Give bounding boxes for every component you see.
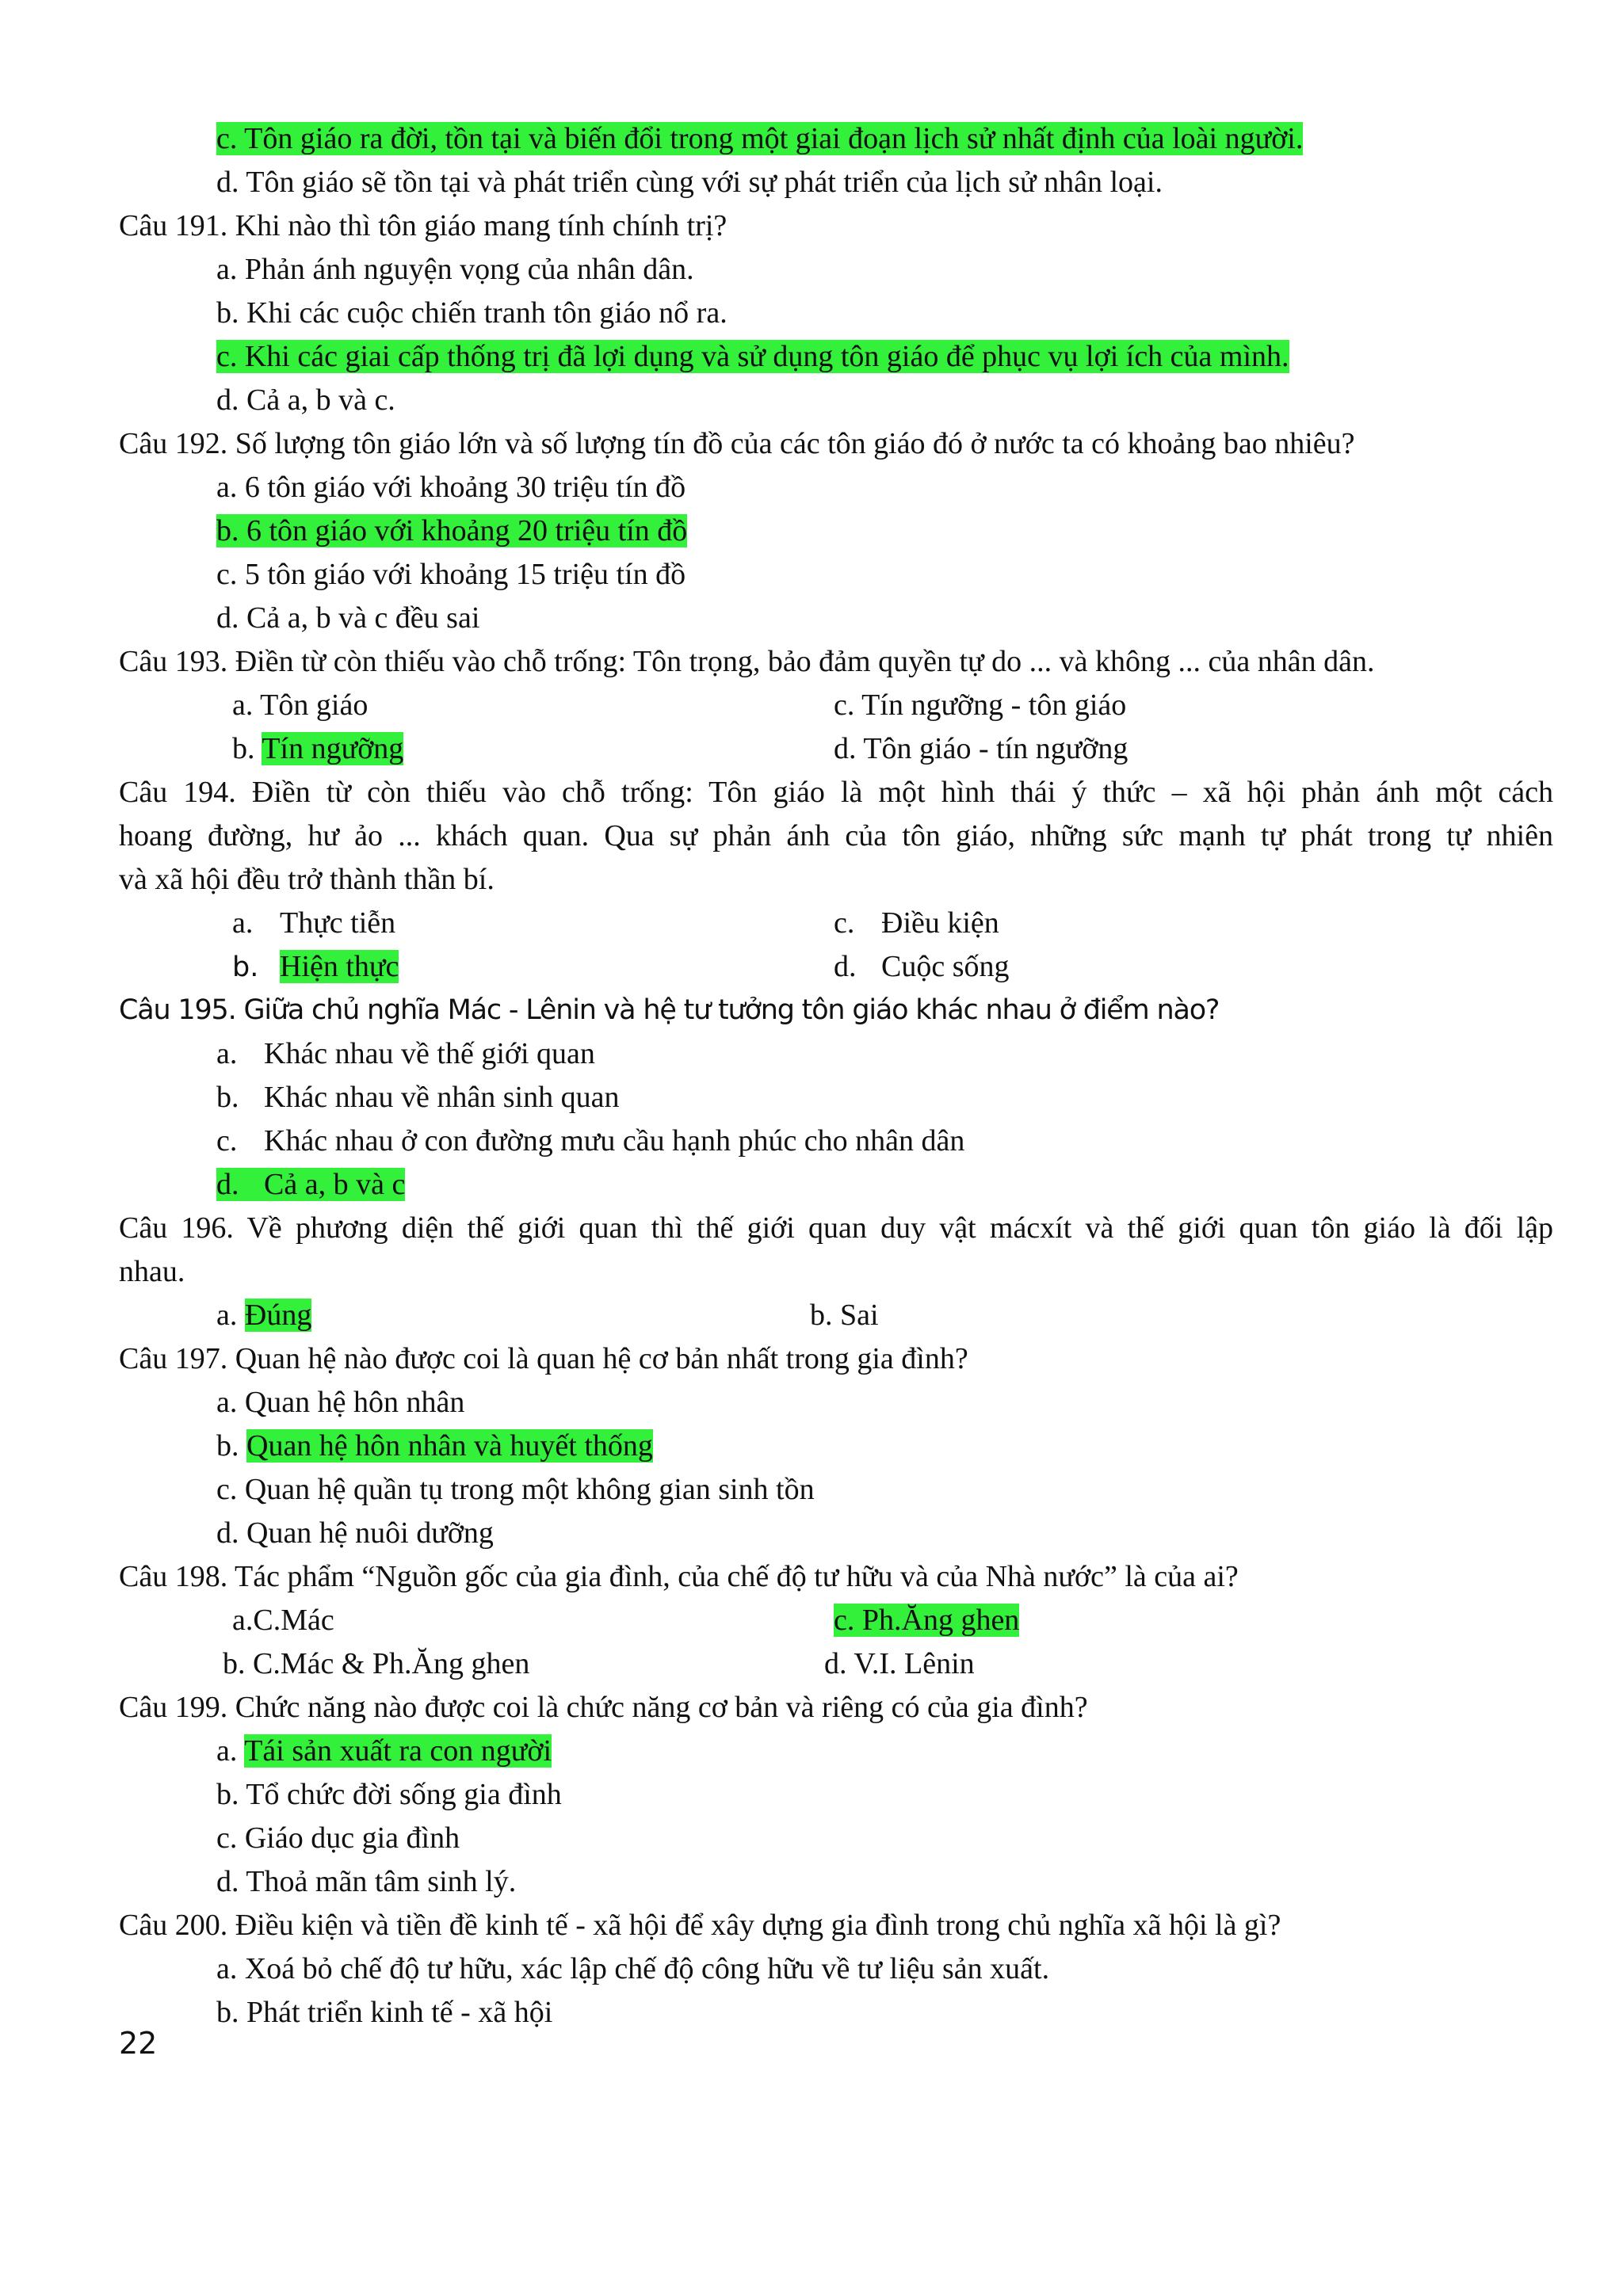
answer-191-a: a. Phản ánh nguyện vọng của nhân dân. xyxy=(216,253,694,286)
answer-198-c xyxy=(834,1601,1019,1639)
answer-198-d: d. V.I. Lênin xyxy=(824,1647,975,1680)
answer-200-a: a. Xoá bỏ chế độ tư hữu, xác lập chế độ công hữu về tư liệu sản xuất. xyxy=(216,1952,1050,1985)
question-197: Câu 197. Quan hệ nào được coi là quan hệ cơ bản nhất trong gia đình? xyxy=(119,1342,968,1375)
answer-197-c: c. Quan hệ quần tụ trong một không gian sinh tồn xyxy=(216,1473,815,1506)
answer-190-c xyxy=(216,120,1303,158)
answer-label: a. xyxy=(216,1037,238,1070)
question-195: Câu 195. Giữa chủ nghĩa Mác - Lênin và hệ tư tưởng tôn giáo khác nhau ở điểm nào? xyxy=(119,994,1220,1026)
answer-highlight: Tín ngưỡng xyxy=(262,732,404,765)
answer-191-c xyxy=(216,338,1289,376)
question-192: Câu 192. Số lượng tôn giáo lớn và số lượng tín đồ của các tôn giáo đó ở nước ta có khoảng bao nhiêu? xyxy=(119,427,1355,460)
question-191: Câu 191. Khi nào thì tôn giáo mang tính chính trị? xyxy=(119,209,727,242)
question-200: Câu 200. Điều kiện và tiền đề kinh tế - xã hội để xây dựng gia đình trong chủ nghĩa xã hội là gì? xyxy=(119,1909,1281,1942)
answer-highlight: b. 6 tôn giáo với khoảng 20 triệu tín đồ xyxy=(216,514,688,547)
answer-text: Khác nhau về thế giới quan xyxy=(264,1037,595,1070)
answer-193-a: a. Tôn giáo xyxy=(232,688,369,722)
answer-190-d: d. Tôn giáo sẽ tồn tại và phát triển cùng với sự phát triển của lịch sử nhân loại. xyxy=(216,166,1163,199)
answer-text: Điều kiện xyxy=(881,906,999,940)
answer-199-d: d. Thoả mãn tâm sinh lý. xyxy=(216,1865,517,1898)
answer-194-d xyxy=(834,948,1010,986)
answer-label: c. xyxy=(834,906,855,940)
answer-text: Khác nhau về nhân sinh quan xyxy=(264,1081,620,1114)
answer-195-c xyxy=(216,1122,964,1160)
question-193: Câu 193. Điền từ còn thiếu vào chỗ trống: Tôn trọng, bảo đảm quyền tự do ... và không ... của nhân dân. xyxy=(119,645,1375,678)
answer-196-b: b. Sai xyxy=(810,1299,879,1332)
answer-192-b xyxy=(216,512,687,550)
answer-text: Khác nhau ở con đường mưu cầu hạnh phúc cho nhân dân xyxy=(264,1124,965,1158)
answer-text: Thực tiễn xyxy=(280,906,396,940)
answer-label: b. xyxy=(232,952,259,983)
answer-193-b xyxy=(232,730,403,768)
answer-text: Cả a, b và c xyxy=(264,1168,406,1201)
question-198: Câu 198. Tác phẩm “Nguồn gốc của gia đình, của chế độ tư hữu và của Nhà nước” là của ai? xyxy=(119,1560,1239,1593)
answer-label: d. xyxy=(216,1168,239,1201)
answer-194-a xyxy=(232,904,395,942)
answer-prefix: b. xyxy=(216,1429,246,1463)
answer-195-b xyxy=(216,1078,620,1116)
page-number: 22 xyxy=(119,2026,158,2061)
question-194-line-3: và xã hội đều trở thành thần bí. xyxy=(119,863,495,896)
answer-label: c. xyxy=(216,1124,238,1158)
answer-193-d: d. Tôn giáo - tín ngưỡng xyxy=(834,732,1128,765)
answer-199-b: b. Tổ chức đời sống gia đình xyxy=(216,1778,562,1811)
answer-192-c: c. 5 tôn giáo với khoảng 15 triệu tín đồ xyxy=(216,558,686,591)
answer-191-d: d. Cả a, b và c. xyxy=(216,383,395,417)
answer-195-d xyxy=(216,1165,405,1203)
answer-highlight: c. Ph.Ăng ghen xyxy=(834,1604,1020,1637)
answer-highlight: Tái sản xuất ra con người xyxy=(244,1734,552,1768)
answer-label: b. xyxy=(216,1081,239,1114)
answer-highlight: Quan hệ hôn nhân và huyết thống xyxy=(246,1429,653,1463)
answer-194-c xyxy=(834,904,999,942)
answer-198-a: a.C.Mác xyxy=(232,1604,334,1637)
answer-199-c: c. Giáo dục gia đình xyxy=(216,1821,460,1855)
question-199: Câu 199. Chức năng nào được coi là chức năng cơ bản và riêng có của gia đình? xyxy=(119,1691,1088,1724)
answer-highlight xyxy=(216,1168,405,1201)
answer-192-a: a. 6 tôn giáo với khoảng 30 triệu tín đồ xyxy=(216,471,686,504)
answer-193-c: c. Tín ngưỡng - tôn giáo xyxy=(834,688,1127,722)
answer-200-b: b. Phát triển kinh tế - xã hội xyxy=(216,1996,553,2029)
question-196-line-2: nhau. xyxy=(119,1255,185,1288)
answer-196-a xyxy=(216,1296,311,1334)
question-194-line-1: Câu 194. Điền từ còn thiếu vào chỗ trống: Tôn giáo là một hình thái ý thức – xã hội phản ánh một cách xyxy=(119,776,1553,809)
answer-194-b xyxy=(232,948,399,986)
question-196-line-1: Câu 196. Về phương diện thế giới quan thì thế giới quan duy vật mácxít và thế giới quan tôn giáo là đối lập xyxy=(119,1211,1553,1245)
answer-highlight: Đúng xyxy=(244,1299,312,1332)
answer-prefix: a. xyxy=(216,1734,245,1768)
answer-highlight: c. Khi các giai cấp thống trị đã lợi dụng và sử dụng tôn giáo để phục vụ lợi ích của mình. xyxy=(216,340,1289,373)
answer-192-d: d. Cả a, b và c đều sai xyxy=(216,601,480,635)
answer-highlight: c. Tôn giáo ra đời, tồn tại và biến đổi trong một giai đoạn lịch sử nhất định của loài người. xyxy=(216,122,1304,155)
answer-199-a xyxy=(216,1732,552,1770)
answer-label: a. xyxy=(232,906,254,940)
answer-text: Cuộc sống xyxy=(881,950,1010,983)
answer-197-d: d. Quan hệ nuôi dưỡng xyxy=(216,1516,494,1550)
answer-197-b xyxy=(216,1427,653,1465)
answer-label: d. xyxy=(834,950,857,983)
answer-prefix: b. xyxy=(232,732,262,765)
answer-197-a: a. Quan hệ hôn nhân xyxy=(216,1386,465,1419)
answer-195-a xyxy=(216,1035,595,1073)
answer-highlight: Hiện thực xyxy=(280,950,399,983)
question-194-line-2: hoang đường, hư ảo ... khách quan. Qua sự phản ánh của tôn giáo, những sức mạnh tự phát trong tự nhiên xyxy=(119,819,1553,852)
answer-prefix: a. xyxy=(216,1299,245,1332)
answer-191-b: b. Khi các cuộc chiến tranh tôn giáo nổ ra. xyxy=(216,296,727,330)
answer-198-b: b. C.Mác & Ph.Ăng ghen xyxy=(223,1647,530,1680)
